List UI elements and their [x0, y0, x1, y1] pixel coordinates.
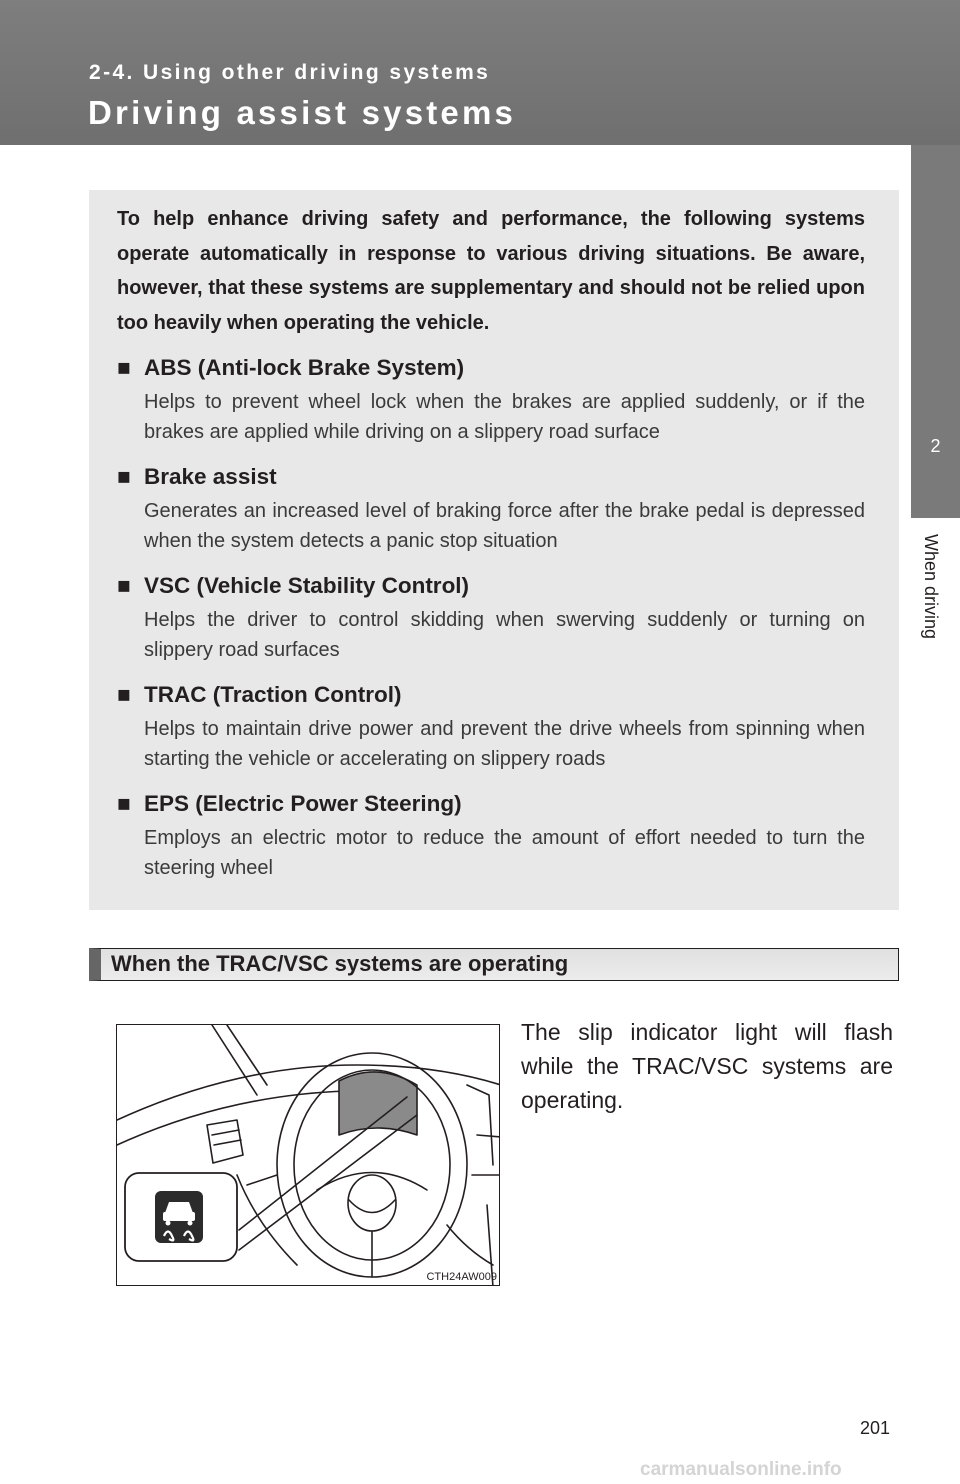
feature-title: Brake assist [144, 464, 277, 489]
page-number: 201 [860, 1418, 891, 1438]
feature-heading [117, 789, 865, 819]
feature-description: Helps to prevent wheel lock when the brakes are applied suddenly, or if the brakes are applied while driving on a slippery road surface [144, 391, 865, 443]
feature-brake-assist [117, 462, 865, 556]
feature-description: Employs an electric motor to reduce the amount of effort needed to turn the steering wheel [144, 827, 865, 879]
feature-eps [117, 789, 865, 883]
subsection-heading [89, 948, 899, 981]
dashboard-illustration [116, 1024, 500, 1286]
feature-description: Generates an increased level of braking force after the brake pedal is depressed when the system detects a panic stop situation [144, 500, 865, 552]
feature-heading [117, 353, 865, 383]
feature-title: EPS (Electric Power Steering) [144, 791, 462, 816]
feature-trac [117, 680, 865, 774]
page-title: Driving assist systems [88, 94, 517, 131]
feature-title: VSC (Vehicle Stability Control) [144, 573, 470, 598]
chapter-tab [911, 145, 960, 375]
bullet-square-icon: ■ [117, 682, 131, 707]
feature-vsc [117, 571, 865, 665]
watermark: carmanualsonline.info [640, 1459, 842, 1480]
feature-heading [117, 571, 865, 601]
feature-heading [117, 680, 865, 710]
intro-text: To help enhance driving safety and performance, the following systems operate automatically in response to various driving situations. Be aware, however, that these systems are supplementary and should not be relied upon too heavily when operating the vehicle. [117, 208, 865, 334]
feature-title: ABS (Anti-lock Brake System) [144, 355, 465, 380]
feature-description: Helps the driver to control skidding when swerving suddenly or turning on slippery road surfaces [144, 609, 865, 661]
bullet-square-icon: ■ [117, 355, 131, 380]
feature-abs [117, 353, 865, 447]
feature-description: Helps to maintain drive power and prevent the drive wheels from spinning when starting the vehicle or accelerating on slippery roads [144, 718, 865, 770]
figure-code: CTH24AW009 [426, 1271, 497, 1283]
section-label: 2-4. Using other driving systems [89, 61, 491, 84]
slip-indicator-icon [155, 1191, 203, 1243]
subsection-title: When the TRAC/VSC systems are operating [111, 951, 569, 976]
slip-indicator-text: The slip indicator light will flash while the TRAC/VSC systems are operating. [521, 1019, 893, 1113]
bullet-square-icon: ■ [117, 791, 131, 816]
dashboard-drawing [117, 1025, 500, 1286]
chapter-tab-label [911, 518, 960, 778]
chapter-tab-number: 2 [911, 375, 960, 518]
feature-heading [117, 462, 865, 492]
feature-title: TRAC (Traction Control) [144, 682, 402, 707]
bullet-square-icon: ■ [117, 464, 131, 489]
chapter-tab-label-text: When driving [921, 534, 941, 640]
bullet-square-icon: ■ [117, 573, 131, 598]
